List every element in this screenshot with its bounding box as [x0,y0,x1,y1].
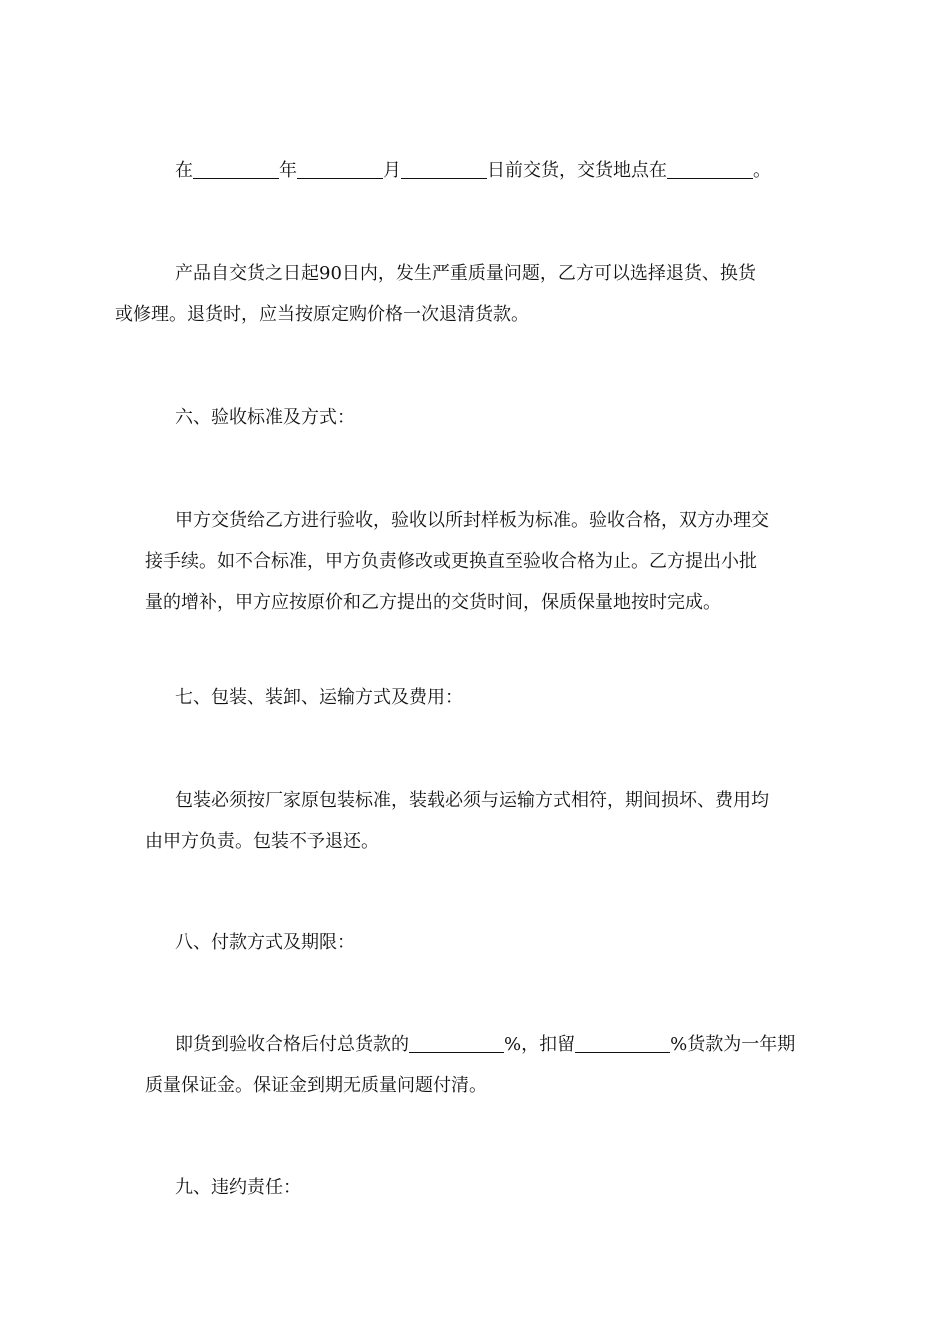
blank-year [193,160,279,179]
payment-paragraph [145,1024,810,1106]
delivery-text-month: 月 [383,160,401,181]
blank-location [667,160,753,179]
quality-line-1: 产品自交货之日起90日内，发生严重质量问题，乙方可以选择退货、换货 [175,263,756,284]
packing-paragraph [145,780,810,862]
acceptance-line-3: 量的增补，甲方应按原价和乙方提出的交货时间，保质保量地按时完成。 [145,592,721,613]
payment-text-b: %，扣留 [504,1034,576,1055]
acceptance-line-1: 甲方交货给乙方进行验收，验收以所封样板为标准。验收合格，双方办理交 [175,510,769,531]
heading-acceptance: 六、验收标准及方式： [175,407,355,428]
heading-liability: 九、违约责任： [175,1177,301,1198]
quality-line-2: 或修理。退货时，应当按原定购价格一次退清货款。 [115,304,529,325]
packing-line-1: 包装必须按厂家原包装标准，装载必须与运输方式相符，期间损坏、费用均 [175,790,769,811]
blank-payment-percent [409,1034,504,1053]
acceptance-paragraph [145,500,810,623]
acceptance-line-2: 接手续。如不合标准，甲方负责修改或更换直至验收合格为止。乙方提出小批 [145,551,757,572]
packing-line-2: 由甲方负责。包装不予退还。 [145,831,379,852]
heading-packing: 七、包装、装卸、运输方式及费用： [175,687,463,708]
payment-line-2: 质量保证金。保证金到期无质量问题付清。 [145,1075,487,1096]
blank-day [401,160,487,179]
payment-text-a: 即货到验收合格后付总货款的 [175,1034,409,1055]
payment-text-c: %货款为一年期 [670,1034,796,1055]
payment-line-1 [145,1024,810,1065]
delivery-text-end: 。 [753,160,771,181]
delivery-text-year: 年 [279,160,297,181]
delivery-text-at: 在 [175,160,193,181]
quality-paragraph [115,253,810,335]
delivery-text-day-location: 日前交货，交货地点在 [487,160,667,181]
heading-payment: 八、付款方式及期限： [175,932,355,953]
blank-month [297,160,383,179]
blank-retention-percent [575,1034,670,1053]
delivery-paragraph [145,150,810,191]
